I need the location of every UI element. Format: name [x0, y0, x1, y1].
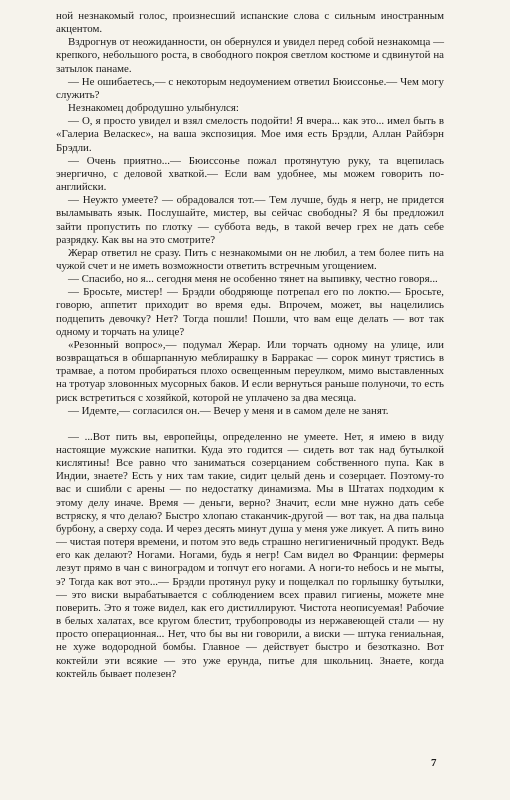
page-text	[56, 10, 444, 681]
page-number: 7	[431, 757, 437, 769]
paragraph: ной незнакомый голос, произнесший испанские слова с сильным иностранным акцентом.	[56, 10, 444, 36]
paragraph: Вздрогнув от неожиданности, он обернулся и увидел перед собой незнакомца — крепкого, небольшого роста, в свободного покроя светлом костюме и сдвинутой на затылок панаме.	[56, 36, 444, 75]
section-break	[56, 418, 444, 431]
paragraph: — Очень приятно...— Бюиссонье пожал протянутую руку, та вцепилась энергично, с деловой хваткой.— Если вам удобнее, мы можем говорить по-английски.	[56, 154, 444, 194]
paragraph: — Неужто умеете? — обрадовался тот.— Тем лучше, будь я негр, не придется выламывать язык. Послушайте, мистер, вы сейчас свободны? Я бы предложил зайти пропустить по глотку — суббота ведь, в такой вечер грех не дать себе разрядку. Как вы на это смотрите?	[56, 194, 444, 246]
paragraph: — Бросьте, мистер! — Брэдли ободряюще потрепал его по локтю.— Бросьте, говорю, аппетит приходит во время еды. Впрочем, может, вы нацелились подцепить девочку? Нет? Тогда пошли! Пошли, что вам еще делать — вот так одному и торчать на улице?	[56, 286, 444, 338]
paragraph: — Не ошибаетесь,— с некоторым недоумением ответил Бюиссонье.— Чем могу служить?	[56, 75, 444, 101]
paragraph: — ...Вот пить вы, европейцы, определенно не умеете. Нет, я имею в виду настоящие мужские напитки. Куда это годится — сидеть вот так над бутылкой кислятины! Все равно что заниматься созерцанием собственного пупа. Как в Индии, знаете? Есть у них там такие, сидит целый день и созерцает. Поэтому-то вас и сшибли с арены — по недостатку динамизма. Мы в Штатах подходим к этому делу иначе. Время — деньги, верно? Значит, если мне нужно дать себе встряску, я что делаю? Быстро хлопаю стаканчик-другой — вот так, на два пальца бурбону, а сверху сода. И через десять минут душа у меня уже ликует. А пить вино — чистая потеря времени, и потом это ведь страшно негигиеничный продукт. Ведь его как делают? Ногами. Ногами, будь я негр! Сам видел во Франции: фермеры лезут прямо в чан с виноградом и топчут его ногами. А ноги-то небось и не мыты, э? Тогда как вот это...— Брэдли протянул руку и пощелкал по горлышку бутылки,— это виски вырабатывается с соблюдением всех правил гигиены, можете мне поверить. Это я тоже видел, как его дистиллируют. Чистота неописуемая! Рабочие в белых халатах, все кругом блестит, трубопроводы из нержавеющей стали — ну просто операционная... Нет, что бы вы ни говорили, а виски — штука гениальная, не хуже водородной бомбы. Главное — действует быстро и безотказно. Вот коктейли эти всякие — это уже ерунда, питье для школьниц. Знаете, когда коктейль бывает полезен?	[56, 430, 444, 680]
paragraph: Жерар ответил не сразу. Пить с незнакомыми он не любил, а тем более пить на чужой счет и не иметь возможности ответить встречным угощением.	[56, 246, 444, 272]
paragraph: — О, я просто увидел и взял смелость подойти! Я вчера... как это... имел быть в «Галериа Веласкес», на ваша экспозиция. Мое имя есть Брэдли, Аллан Райбэрн Брэдли.	[56, 115, 444, 154]
paragraph: — Спасибо, но я... сегодня меня не особенно тянет на выпивку, честно говоря...	[68, 273, 438, 286]
paragraph: «Резонный вопрос»,— подумал Жерар. Или торчать одному на улице, или возвращаться в обшарпанную меблирашку в Барракас — сорок минут трястись в трамвае, а потом пробираться плохо освещенным переулком, мимо выставленных на тротуар зловонных мусорных баков. И если вернуться раньше полуночи, то есть риск встретиться с хозяйкой, которой не уплачено за два месяца.	[56, 338, 444, 404]
paragraph: — Идемте,— согласился он.— Вечер у меня и в самом деле не занят.	[68, 404, 389, 417]
paragraph: Незнакомец добродушно улыбнулся:	[68, 102, 239, 115]
